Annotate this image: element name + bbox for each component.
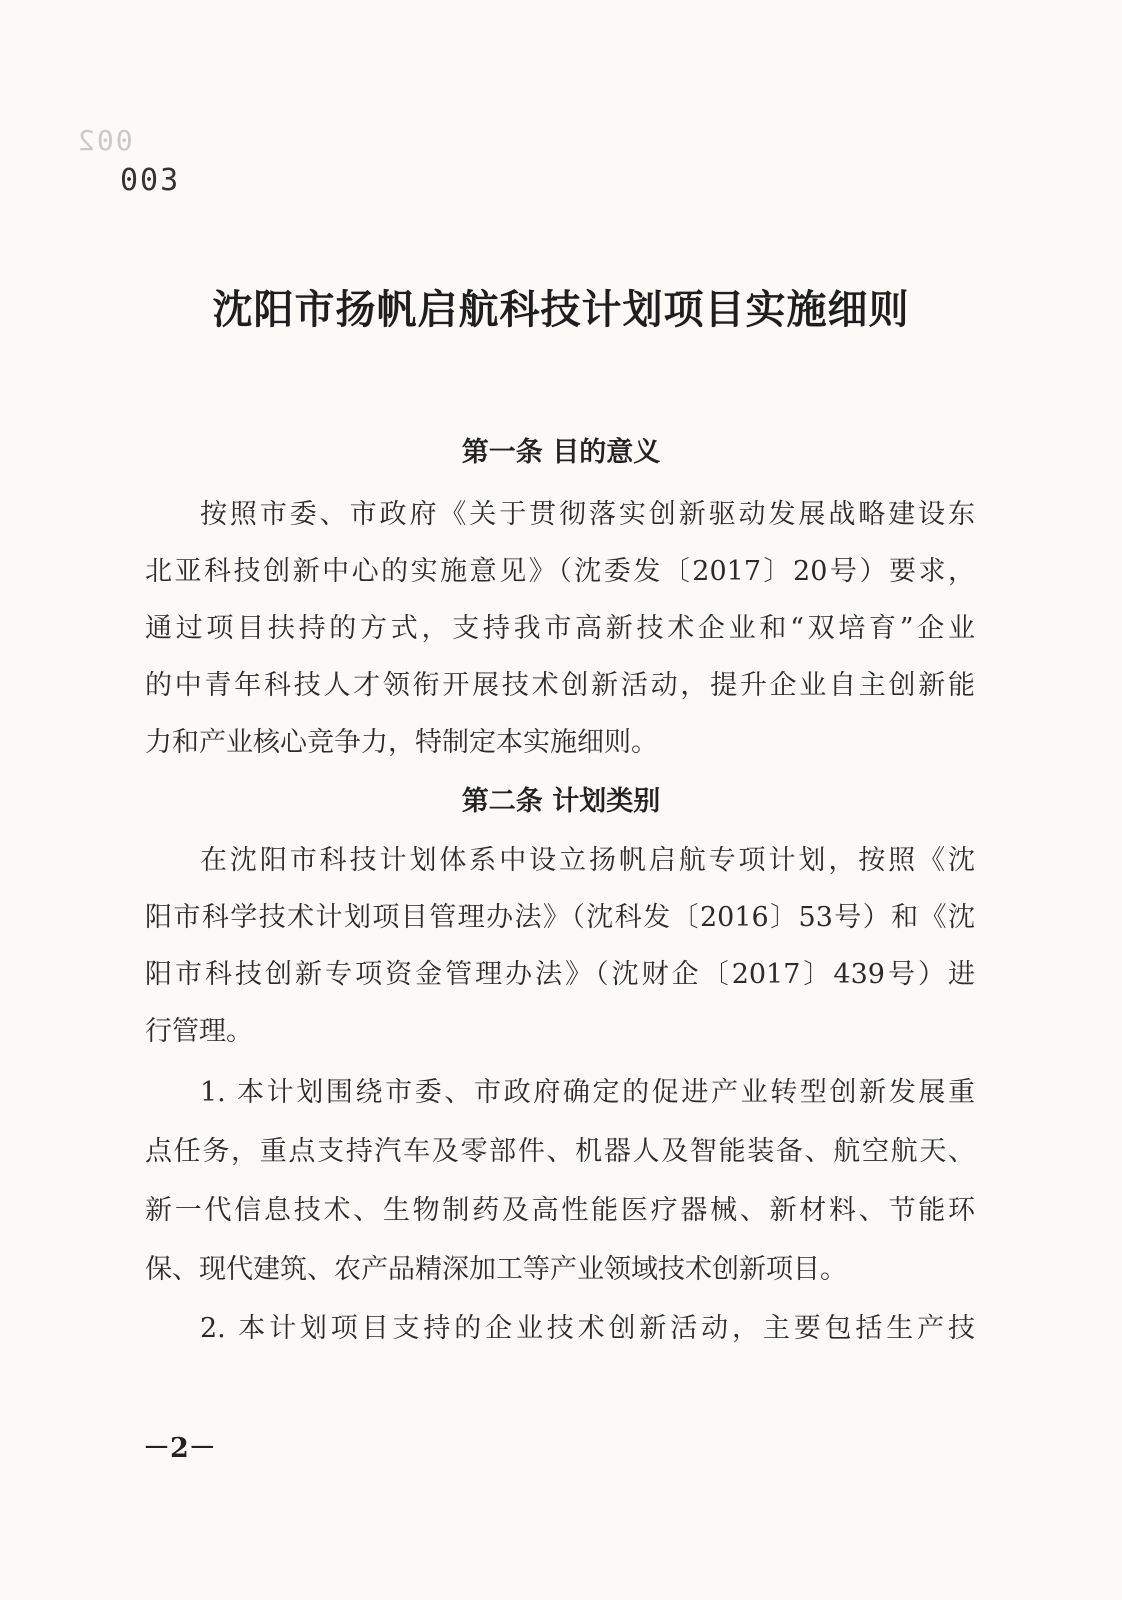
paragraph-line: 1. 本计划围绕市委、市政府确定的促进产业转型创新发展重 [200,1077,975,1108]
paragraph-line: 力和产业核心竞争力，特制定本实施细则。 [145,727,658,758]
faint-page-stamp: 002 [76,124,133,157]
paragraph-line: 按照市委、市政府《关于贯彻落实创新驱动发展战略建设东 [200,499,975,530]
paragraph-line: 通过项目扶持的方式，支持我市高新技术企业和“双培育”企业 [145,613,975,644]
page-stamp-number: 003 [120,163,181,198]
paragraph-line: 在沈阳市科技计划体系中设立扬帆启航专项计划，按照《沈 [200,845,975,876]
paragraph-line: 阳市科学技术计划项目管理办法》（沈科发〔2016〕53号）和《沈 [145,902,975,933]
paragraph-line: 新一代信息技术、生物制药及高性能医疗器械、新材料、节能环 [145,1195,975,1226]
paragraph-line: 北亚科技创新中心的实施意见》（沈委发〔2017〕20号）要求， [145,556,975,587]
paragraph-line: 点任务，重点支持汽车及零部件、机器人及智能装备、航空航天、 [145,1136,975,1167]
paragraph-line: 2. 本计划项目支持的企业技术创新活动，主要包括生产技 [200,1313,975,1344]
page-number: －2－ [143,1433,216,1464]
paragraph-line: 阳市科技创新专项资金管理办法》（沈财企〔2017〕439号）进 [145,959,975,990]
section-heading-2: 第二条 计划类别 [461,786,661,817]
paragraph-line: 的中青年科技人才领衔开展技术创新活动，提升企业自主创新能 [145,670,975,701]
paragraph-line: 行管理。 [145,1016,253,1047]
document-title: 沈阳市扬帆启航科技计划项目实施细则 [212,286,910,333]
section-heading-1: 第一条 目的意义 [461,437,661,468]
paragraph-line: 保、现代建筑、农产品精深加工等产业领域技术创新项目。 [145,1254,847,1285]
